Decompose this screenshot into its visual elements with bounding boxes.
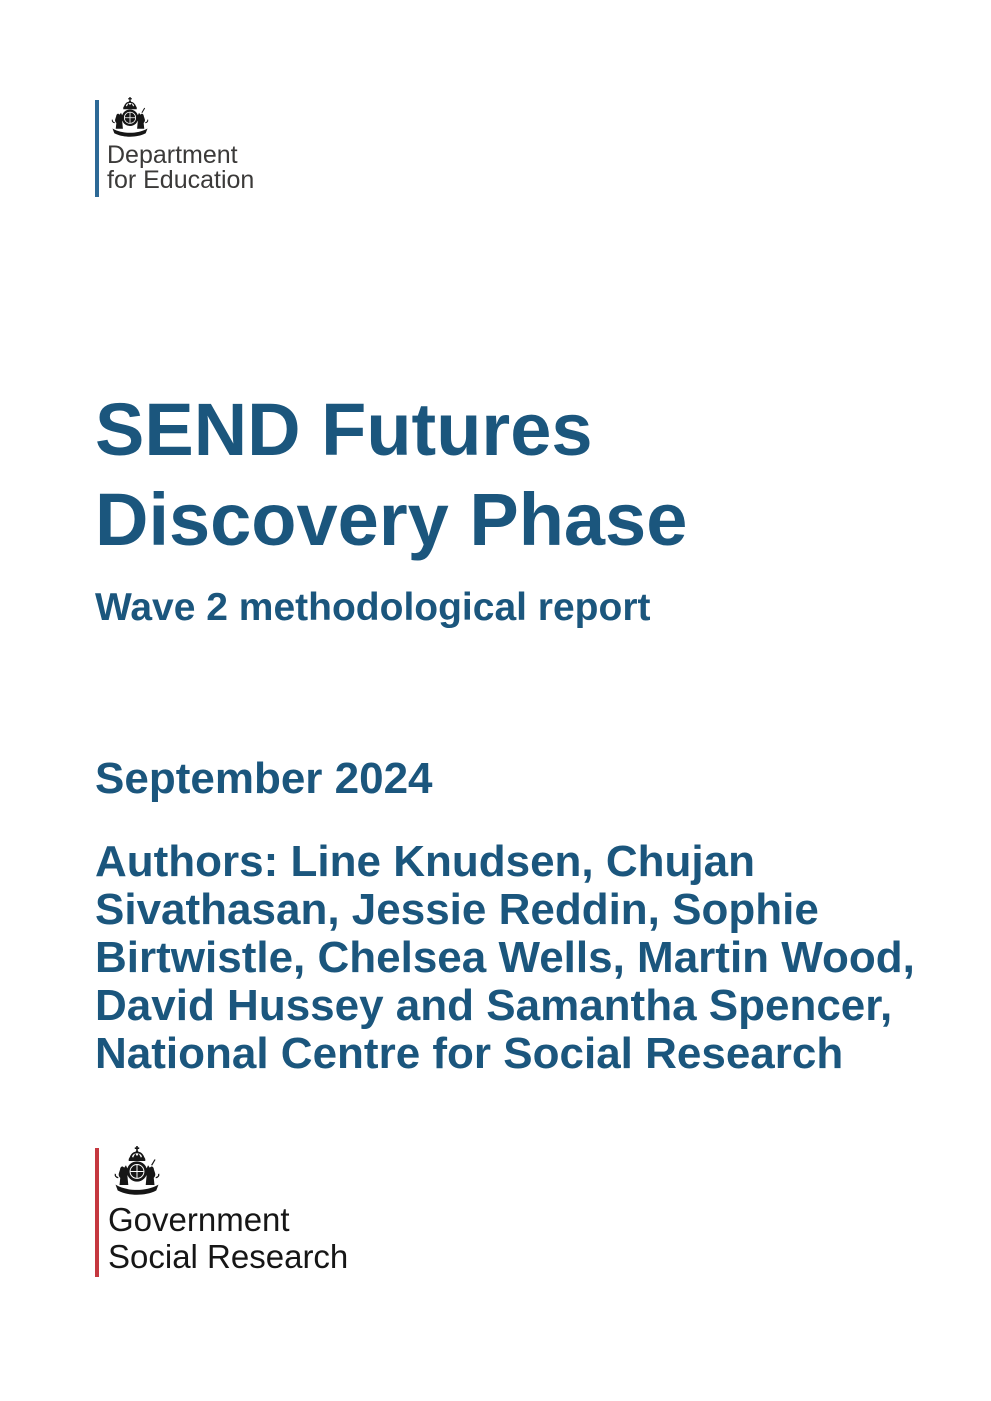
gsr-logo	[95, 1146, 348, 1275]
report-subtitle: Wave 2 methodological report	[95, 586, 651, 629]
gsr-logo-line-1: Government	[108, 1201, 290, 1238]
gsr-logo-wordmark	[108, 1201, 348, 1275]
publication-date: September 2024	[95, 754, 433, 803]
dfe-logo-line-1: Department	[107, 141, 238, 169]
authors-paragraph: Authors: Line Knudsen, Chujan Sivathasan, Jessie Reddin, Sophie Birtwistle, Chelsea Wells, Martin Wood, David Hussey and Samantha Spencer, National Centre for Social Research	[95, 837, 915, 1078]
royal-crest-icon	[106, 1146, 168, 1200]
report-title: SEND Futures Discovery Phase	[95, 388, 688, 561]
dfe-logo-wordmark	[107, 143, 254, 193]
dfe-logo	[95, 97, 254, 193]
dfe-logo-line-2: for Education	[107, 166, 255, 194]
gsr-logo-line-2: Social Research	[108, 1238, 349, 1275]
royal-crest-icon	[105, 97, 155, 141]
dfe-logo-bar	[95, 100, 99, 197]
gsr-logo-bar	[95, 1148, 99, 1277]
